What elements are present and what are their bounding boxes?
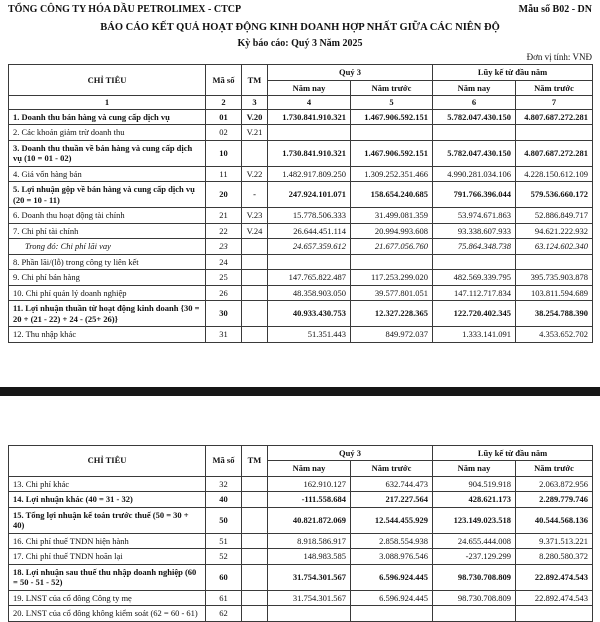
col-header-ma-so: Mã số <box>206 65 242 96</box>
table-row <box>9 564 593 590</box>
table-row <box>9 492 593 508</box>
table-row <box>9 182 593 208</box>
value-ytd-current-year: -237.129.299 <box>433 549 516 565</box>
col-header-chi-tieu: CHỈ TIÊU <box>9 445 206 476</box>
value-q3-prior-year: 1.309.252.351.466 <box>351 166 433 182</box>
value-q3-current-year: 51.351.443 <box>268 327 351 343</box>
row-label: 6. Doanh thu hoạt động tài chính <box>9 208 206 224</box>
value-ytd-prior-year: 40.544.568.136 <box>516 507 593 533</box>
table-row <box>9 327 593 343</box>
value-q3-current-year: 31.754.301.567 <box>268 564 351 590</box>
value-q3-current-year: 40.821.872.069 <box>268 507 351 533</box>
row-note-ref <box>242 285 268 301</box>
row-label: 20. LNST của cổ đông không kiểm soát (62 = 60 - 61) <box>9 606 206 622</box>
row-label: 12. Thu nhập khác <box>9 327 206 343</box>
value-q3-prior-year: 849.972.037 <box>351 327 433 343</box>
value-ytd-prior-year <box>516 606 593 622</box>
col-header-luy-ke: Lũy kế từ đầu năm <box>433 65 593 81</box>
table-row <box>9 507 593 533</box>
value-ytd-prior-year: 395.735.903.878 <box>516 270 593 286</box>
value-q3-prior-year: 632.744.473 <box>351 476 433 492</box>
col-header-nam-nay: Năm nay <box>433 461 516 477</box>
row-code: 30 <box>206 301 242 327</box>
row-label: 9. Chi phí bán hàng <box>9 270 206 286</box>
value-q3-prior-year: 1.467.906.592.151 <box>351 109 433 125</box>
row-note-ref: V.20 <box>242 109 268 125</box>
value-ytd-prior-year: 63.124.602.340 <box>516 239 593 255</box>
row-note-ref: V.21 <box>242 125 268 141</box>
value-q3-current-year: 24.657.359.612 <box>268 239 351 255</box>
value-q3-current-year: 8.918.586.917 <box>268 533 351 549</box>
value-ytd-current-year: 98.730.708.809 <box>433 564 516 590</box>
company-name: TỔNG CÔNG TY HÓA DẦU PETROLIMEX - CTCP <box>8 4 242 15</box>
value-q3-prior-year: 6.596.924.445 <box>351 564 433 590</box>
table-row <box>9 301 593 327</box>
form-number: Mẫu số B02 - DN <box>518 4 592 15</box>
value-ytd-current-year: 1.333.141.091 <box>433 327 516 343</box>
row-code: 25 <box>206 270 242 286</box>
row-label: 18. Lợi nhuận sau thuế thu nhập doanh nghiệp (60 = 50 - 51 - 52) <box>9 564 206 590</box>
value-ytd-prior-year: 9.371.513.221 <box>516 533 593 549</box>
row-label: 7. Chi phí tài chính <box>9 223 206 239</box>
col-header-nam-nay: Năm nay <box>268 461 351 477</box>
table-row <box>9 223 593 239</box>
col-header-nam-truoc: Năm trước <box>516 80 593 96</box>
table-row <box>9 125 593 141</box>
row-note-ref <box>242 270 268 286</box>
value-q3-current-year: 1.730.841.910.321 <box>268 140 351 166</box>
value-ytd-current-year: 482.569.339.795 <box>433 270 516 286</box>
value-q3-prior-year: 217.227.564 <box>351 492 433 508</box>
row-note-ref <box>242 533 268 549</box>
row-note-ref <box>242 564 268 590</box>
table-row <box>9 476 593 492</box>
table-header <box>9 65 593 110</box>
value-q3-prior-year: 12.544.455.929 <box>351 507 433 533</box>
col-header-nam-truoc: Năm trước <box>516 461 593 477</box>
value-q3-prior-year: 20.994.993.608 <box>351 223 433 239</box>
table-row <box>9 140 593 166</box>
value-ytd-current-year: 93.338.607.933 <box>433 223 516 239</box>
row-note-ref <box>242 590 268 606</box>
table-row <box>9 549 593 565</box>
row-label: 17. Chi phí thuế TNDN hoãn lại <box>9 549 206 565</box>
col-number: 5 <box>351 96 433 110</box>
row-code: 24 <box>206 254 242 270</box>
page-break-bar <box>0 387 600 396</box>
table-row <box>9 606 593 622</box>
col-number: 1 <box>9 96 206 110</box>
value-ytd-prior-year: 2.289.779.746 <box>516 492 593 508</box>
table-row <box>9 285 593 301</box>
row-label: 4. Giá vốn hàng bán <box>9 166 206 182</box>
value-q3-prior-year: 12.327.228.365 <box>351 301 433 327</box>
income-statement-table-page2 <box>8 445 593 622</box>
value-ytd-current-year <box>433 254 516 270</box>
table-row <box>9 109 593 125</box>
col-header-tm: TM <box>242 65 268 96</box>
value-ytd-current-year <box>433 125 516 141</box>
value-q3-current-year: 31.754.301.567 <box>268 590 351 606</box>
value-ytd-prior-year: 4.807.687.272.281 <box>516 140 593 166</box>
value-q3-current-year: 48.358.903.050 <box>268 285 351 301</box>
row-code: 50 <box>206 507 242 533</box>
row-label: Trong đó: Chi phí lãi vay <box>9 239 206 255</box>
value-ytd-prior-year: 22.892.474.543 <box>516 590 593 606</box>
row-code: 62 <box>206 606 242 622</box>
row-note-ref <box>242 327 268 343</box>
row-code: 01 <box>206 109 242 125</box>
value-ytd-prior-year: 103.811.594.689 <box>516 285 593 301</box>
table-row <box>9 166 593 182</box>
row-code: 31 <box>206 327 242 343</box>
table-body <box>9 476 593 621</box>
col-header-nam-truoc: Năm trước <box>351 461 433 477</box>
value-ytd-current-year: 122.720.402.345 <box>433 301 516 327</box>
row-code: 23 <box>206 239 242 255</box>
table-row <box>9 208 593 224</box>
value-q3-current-year: -111.558.684 <box>268 492 351 508</box>
value-ytd-prior-year <box>516 125 593 141</box>
table-body <box>9 109 593 342</box>
col-header-chi-tieu: CHỈ TIÊU <box>9 65 206 96</box>
row-label: 1. Doanh thu bán hàng và cung cấp dịch vụ <box>9 109 206 125</box>
value-ytd-prior-year: 8.280.580.372 <box>516 549 593 565</box>
row-note-ref: - <box>242 182 268 208</box>
value-q3-prior-year <box>351 125 433 141</box>
value-ytd-current-year: 904.519.918 <box>433 476 516 492</box>
value-q3-prior-year: 21.677.056.760 <box>351 239 433 255</box>
value-ytd-current-year: 147.112.717.834 <box>433 285 516 301</box>
row-code: 40 <box>206 492 242 508</box>
value-q3-current-year: 148.983.585 <box>268 549 351 565</box>
value-q3-prior-year: 1.467.906.592.151 <box>351 140 433 166</box>
table-row <box>9 533 593 549</box>
value-q3-current-year <box>268 606 351 622</box>
row-code: 21 <box>206 208 242 224</box>
row-label: 2. Các khoản giảm trừ doanh thu <box>9 125 206 141</box>
col-header-quy3: Quý 3 <box>268 65 433 81</box>
document-header <box>0 0 600 62</box>
table-row <box>9 254 593 270</box>
col-header-nam-nay: Năm nay <box>433 80 516 96</box>
value-ytd-current-year: 791.766.396.044 <box>433 182 516 208</box>
col-header-tm: TM <box>242 445 268 476</box>
value-ytd-prior-year: 38.254.788.390 <box>516 301 593 327</box>
value-ytd-current-year: 24.655.444.008 <box>433 533 516 549</box>
row-label: 3. Doanh thu thuần về bán hàng và cung cấp dịch vụ (10 = 01 - 02) <box>9 140 206 166</box>
row-label: 15. Tổng lợi nhuận kế toán trước thuế (50 = 30 + 40) <box>9 507 206 533</box>
row-note-ref: V.23 <box>242 208 268 224</box>
row-label: 19. LNST của cổ đông Công ty mẹ <box>9 590 206 606</box>
row-code: 60 <box>206 564 242 590</box>
table-row <box>9 270 593 286</box>
value-q3-prior-year: 31.499.081.359 <box>351 208 433 224</box>
value-q3-prior-year: 3.088.976.546 <box>351 549 433 565</box>
col-number: 7 <box>516 96 593 110</box>
value-ytd-prior-year: 4.353.652.702 <box>516 327 593 343</box>
value-q3-current-year: 26.644.451.114 <box>268 223 351 239</box>
row-note-ref <box>242 606 268 622</box>
row-code: 02 <box>206 125 242 141</box>
table-row <box>9 239 593 255</box>
col-number: 2 <box>206 96 242 110</box>
value-q3-prior-year: 158.654.240.685 <box>351 182 433 208</box>
value-q3-current-year <box>268 254 351 270</box>
row-label: 16. Chi phí thuế TNDN hiện hành <box>9 533 206 549</box>
col-header-quy3: Quý 3 <box>268 445 433 461</box>
value-q3-current-year: 162.910.127 <box>268 476 351 492</box>
row-label: 11. Lợi nhuận thuần từ hoạt động kinh doanh {30 = 20 + (21 - 22) + 24 - (25+ 26)} <box>9 301 206 327</box>
row-note-ref: V.24 <box>242 223 268 239</box>
row-note-ref <box>242 140 268 166</box>
value-ytd-current-year: 123.149.023.518 <box>433 507 516 533</box>
row-note-ref <box>242 549 268 565</box>
value-ytd-current-year: 53.974.671.863 <box>433 208 516 224</box>
value-q3-prior-year: 6.596.924.445 <box>351 590 433 606</box>
row-label: 10. Chi phí quản lý doanh nghiệp <box>9 285 206 301</box>
value-ytd-current-year: 98.730.708.809 <box>433 590 516 606</box>
row-note-ref <box>242 301 268 327</box>
value-ytd-prior-year: 4.228.150.612.109 <box>516 166 593 182</box>
value-q3-current-year: 15.778.506.333 <box>268 208 351 224</box>
value-q3-prior-year <box>351 254 433 270</box>
value-ytd-current-year <box>433 606 516 622</box>
row-note-ref <box>242 239 268 255</box>
income-statement-table-page1 <box>8 64 593 343</box>
row-code: 10 <box>206 140 242 166</box>
value-ytd-prior-year: 22.892.474.543 <box>516 564 593 590</box>
row-label: 14. Lợi nhuận khác (40 = 31 - 32) <box>9 492 206 508</box>
value-ytd-current-year: 75.864.348.738 <box>433 239 516 255</box>
row-code: 51 <box>206 533 242 549</box>
row-code: 11 <box>206 166 242 182</box>
row-code: 26 <box>206 285 242 301</box>
row-code: 32 <box>206 476 242 492</box>
value-ytd-current-year: 5.782.047.430.150 <box>433 109 516 125</box>
row-note-ref <box>242 254 268 270</box>
value-q3-current-year: 1.482.917.809.250 <box>268 166 351 182</box>
value-ytd-current-year: 5.782.047.430.150 <box>433 140 516 166</box>
value-q3-current-year: 1.730.841.910.321 <box>268 109 351 125</box>
row-note-ref <box>242 476 268 492</box>
value-ytd-current-year: 428.621.173 <box>433 492 516 508</box>
value-q3-prior-year <box>351 606 433 622</box>
row-label: 5. Lợi nhuận gộp về bán hàng và cung cấp dịch vụ (20 = 10 - 11) <box>9 182 206 208</box>
col-number: 4 <box>268 96 351 110</box>
value-ytd-prior-year: 94.621.222.932 <box>516 223 593 239</box>
col-header-nam-truoc: Năm trước <box>351 80 433 96</box>
row-note-ref <box>242 507 268 533</box>
value-ytd-current-year: 4.990.281.034.106 <box>433 166 516 182</box>
value-ytd-prior-year: 579.536.660.172 <box>516 182 593 208</box>
row-note-ref <box>242 492 268 508</box>
row-label: 13. Chi phí khác <box>9 476 206 492</box>
row-code: 61 <box>206 590 242 606</box>
value-ytd-prior-year: 4.807.687.272.281 <box>516 109 593 125</box>
value-q3-prior-year: 2.858.554.938 <box>351 533 433 549</box>
report-period: Kỳ báo cáo: Quý 3 Năm 2025 <box>237 38 363 49</box>
row-label: 8. Phần lãi/(lỗ) trong công ty liên kết <box>9 254 206 270</box>
row-code: 20 <box>206 182 242 208</box>
value-q3-current-year: 40.933.430.753 <box>268 301 351 327</box>
row-code: 52 <box>206 549 242 565</box>
col-header-luy-ke: Lũy kế từ đầu năm <box>433 445 593 461</box>
value-ytd-prior-year <box>516 254 593 270</box>
row-code: 22 <box>206 223 242 239</box>
value-ytd-prior-year: 2.063.872.956 <box>516 476 593 492</box>
row-note-ref: V.22 <box>242 166 268 182</box>
col-header-ma-so: Mã số <box>206 445 242 476</box>
col-number: 3 <box>242 96 268 110</box>
value-q3-current-year <box>268 125 351 141</box>
value-q3-prior-year: 117.253.299.020 <box>351 270 433 286</box>
col-number: 6 <box>433 96 516 110</box>
currency-unit-label: Đơn vị tính: VNĐ <box>526 52 592 62</box>
value-q3-current-year: 247.924.101.071 <box>268 182 351 208</box>
col-header-nam-nay: Năm nay <box>268 80 351 96</box>
table-row <box>9 590 593 606</box>
value-ytd-prior-year: 52.886.849.717 <box>516 208 593 224</box>
table-header <box>9 445 593 476</box>
value-q3-current-year: 147.765.822.487 <box>268 270 351 286</box>
report-title: BÁO CÁO KẾT QUẢ HOẠT ĐỘNG KINH DOANH HỢP NHẤT GIỮA CÁC NIÊN ĐỘ <box>100 22 500 33</box>
value-q3-prior-year: 39.577.801.051 <box>351 285 433 301</box>
